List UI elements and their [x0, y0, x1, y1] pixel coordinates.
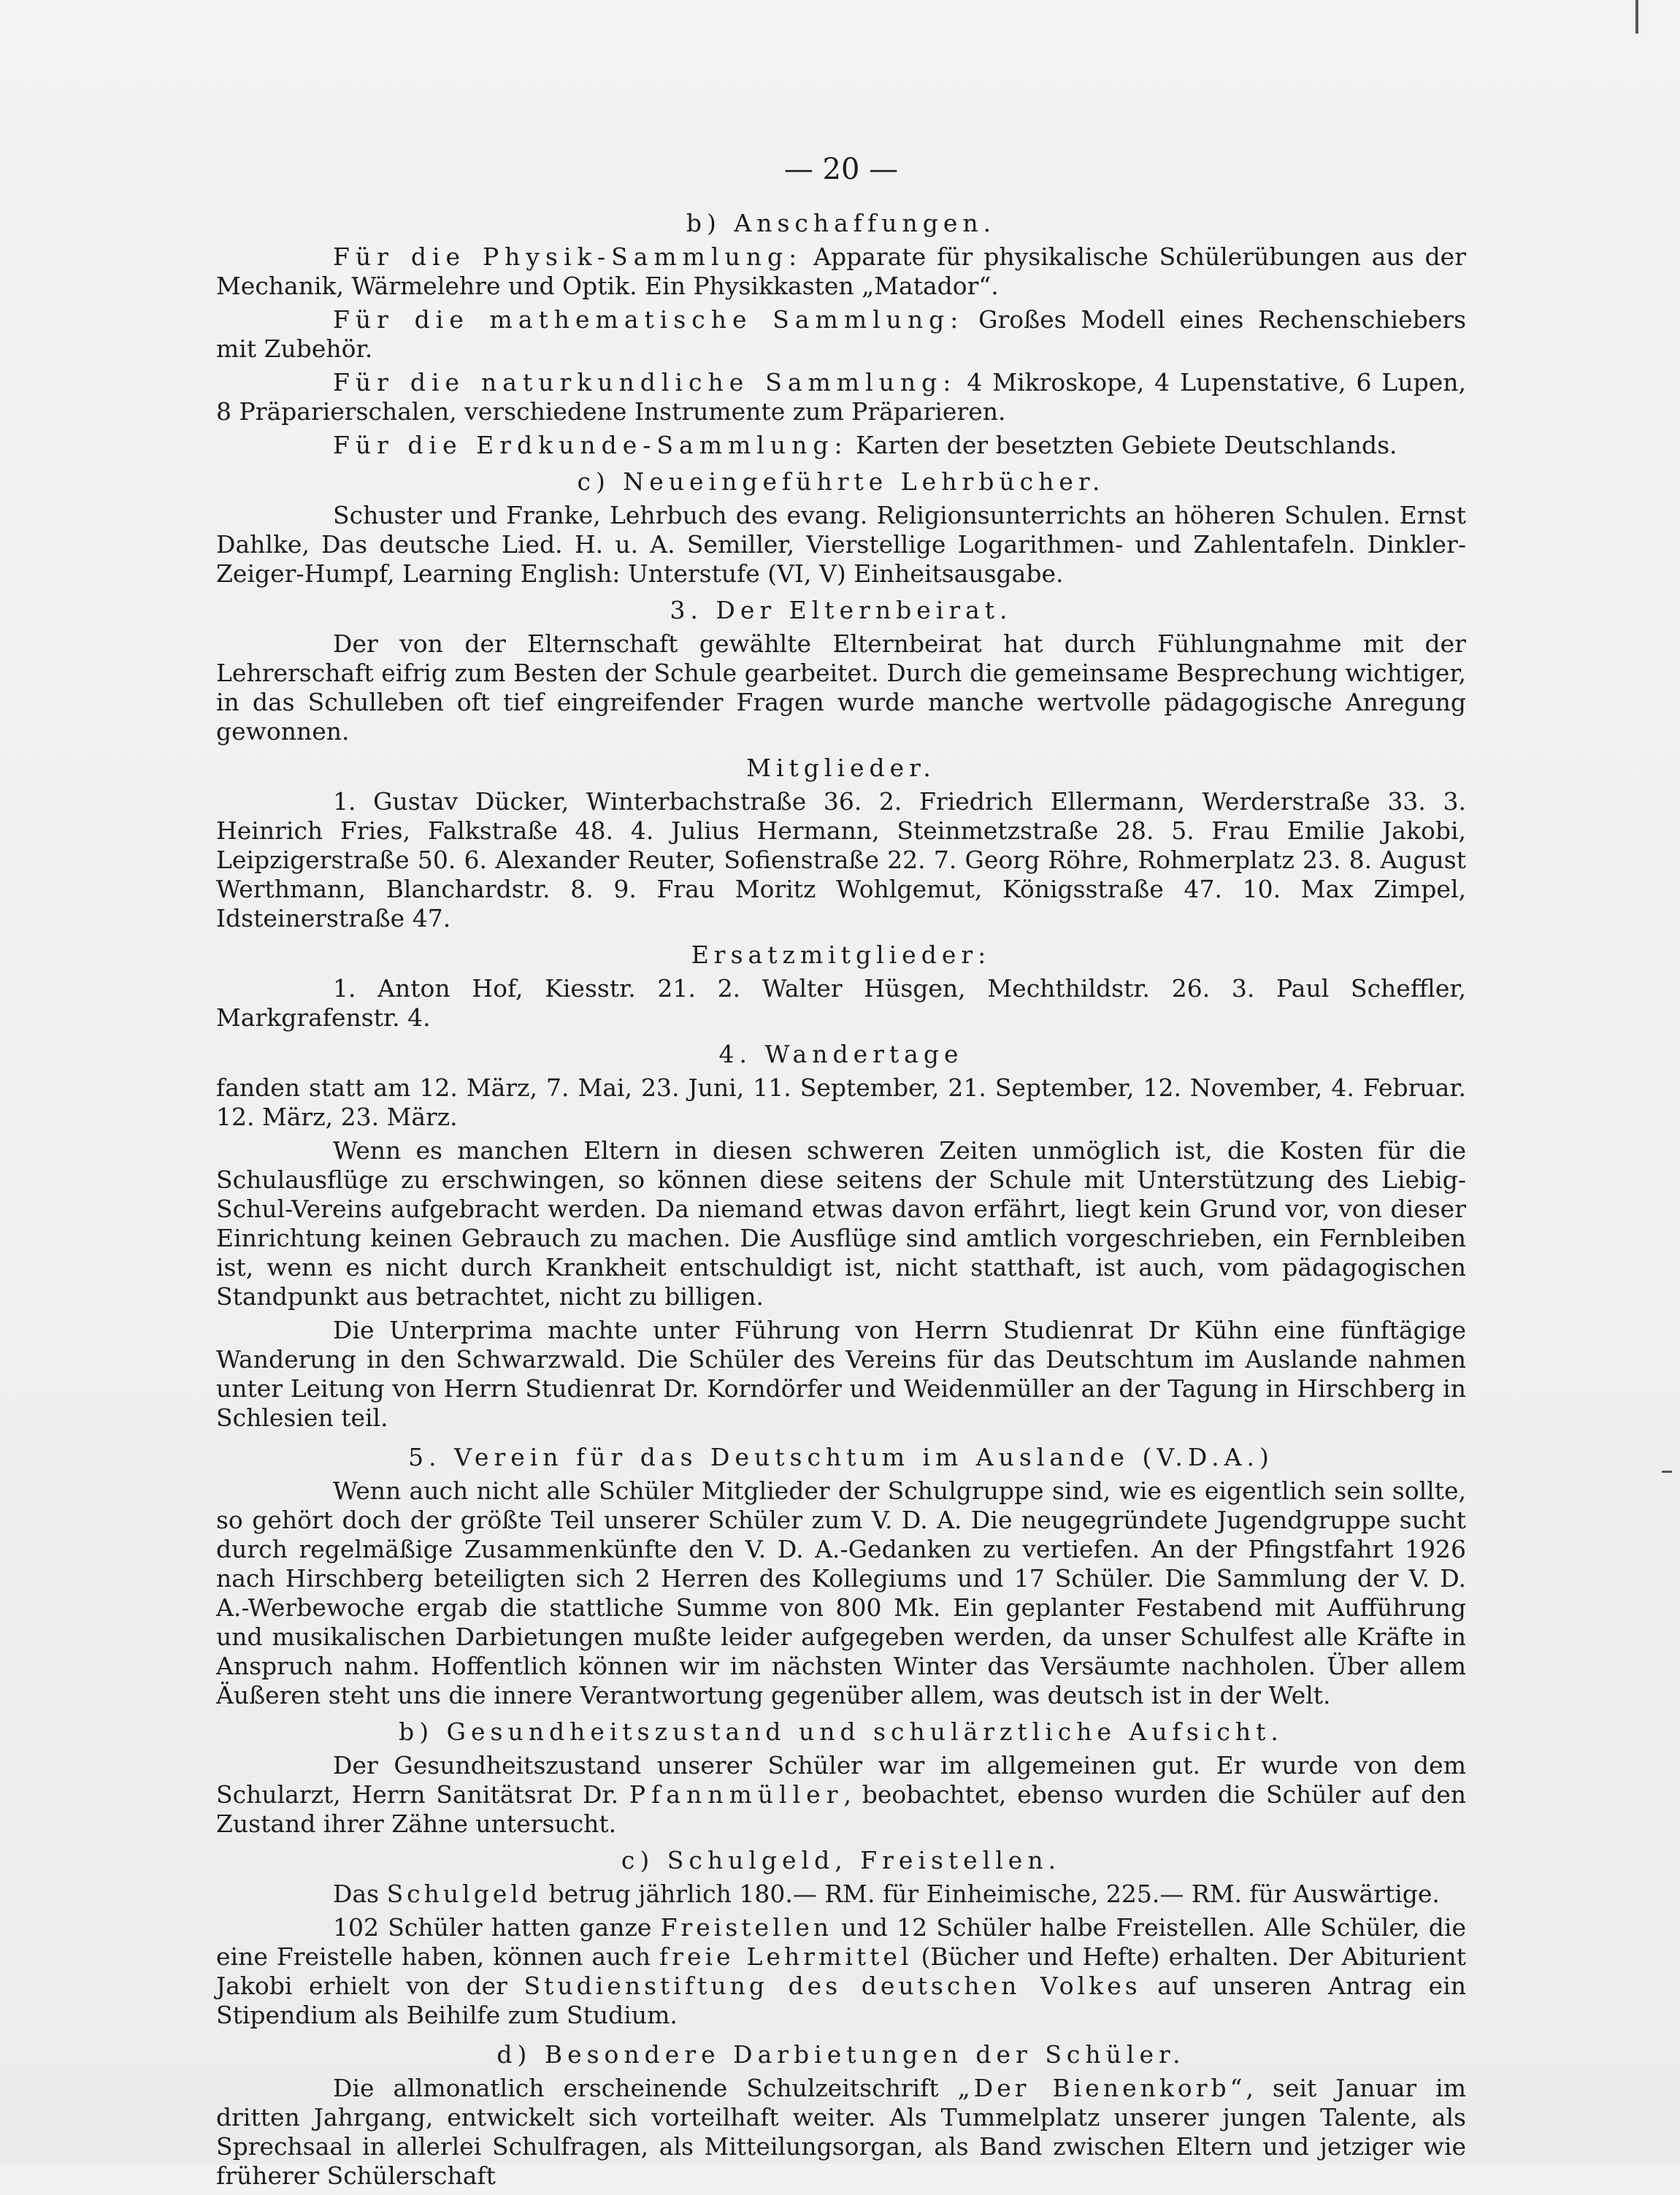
ersatz-paragraph: 1. Anton Hof, Kiesstr. 21. 2. Walter Hüsgen, Mechthildstr. 26. 3. Paul Scheffler, Markgrafenstr. 4. — [216, 974, 1466, 1032]
schulgeld-p1-b: betrug jährlich 180.— RM. für Einheimische, 225.— RM. für Auswärtige. — [541, 1880, 1440, 1908]
darbietungen-paragraph — [216, 2074, 1466, 2191]
heading-schulgeld: c) Schulgeld, Freistellen. — [621, 1846, 1062, 1874]
gesundheit-text-a: Der Gesundheitszustand unserer Schüler war im allgemeinen gut. Er wurde von dem Schularzt, Herrn Sanitätsrat Dr. — [216, 1751, 1466, 1809]
natur-label: Für die naturkundliche Sammlung: — [333, 368, 957, 397]
heading-lehrbuecher: c) Neueingeführte Lehrbücher. — [577, 467, 1105, 496]
erdkunde-paragraph — [216, 431, 1466, 460]
lehrbuecher-paragraph: Schuster und Franke, Lehrbuch des evang. Religionsunterrichts an höheren Schulen. Ernst Dahlke, Das deutsche Lied. H. u. A. Semiller, Vierstellige Logarithmen- und Zahlentafeln. Dinkler-Zeiger-Humpf, Learning English: Unterstufe (VI, V) Einheitsausgabe. — [216, 501, 1466, 588]
schulgeld-paragraph-1 — [216, 1880, 1466, 1909]
page-content — [216, 146, 1466, 2195]
gesundheit-text-b: , beobachtet, ebenso wurden die Schüler auf den Zustand ihrer Zähne untersucht. — [216, 1780, 1466, 1838]
schulgeld-p2-b: und 12 Schüler halbe Freistellen. Alle Schüler, die eine Freistelle haben, können auch — [216, 1913, 1466, 1971]
heading-elternbeirat: 3. Der Elternbeirat. — [670, 596, 1013, 624]
schulgeld-p2-a: 102 Schüler hatten ganze — [333, 1913, 661, 1942]
mathe-label: Für die mathematische Sammlung: — [333, 305, 964, 334]
heading-anschaffungen: b) Anschaffungen. — [686, 209, 997, 237]
studienstiftung-word: Studienstiftung des deutschen Volkes — [523, 1972, 1141, 2000]
gesundheit-paragraph — [216, 1751, 1466, 1839]
schulgeld-p2-c: (Bücher und Hefte) erhalten. Der Abiturient Jakobi erhielt von der — [216, 1942, 1467, 2000]
schularzt-name: Pfannmüller — [629, 1780, 844, 1809]
erdkunde-text: Karten der besetzten Gebiete Deutschlands. — [848, 431, 1397, 459]
physik-paragraph — [216, 242, 1466, 301]
erdkunde-label: Für die Erdkunde-Sammlung: — [333, 431, 848, 459]
schulgeld-word: Schulgeld — [386, 1880, 542, 1908]
bienenkorb-title: „Der Bienenkorb“ — [957, 2074, 1246, 2102]
heading-wandertage: 4. Wandertage — [718, 1040, 964, 1068]
elternbeirat-paragraph: Der von der Elternschaft gewählte Elternbeirat hat durch Fühlungnahme mit der Lehrerschaft eifrig zum Besten der Schule gearbeitet. Durch die gemeinsame Besprechung wichtiger, in das Schulleben oft tief eingreifender Fragen wurde manche wertvolle pädagogische Anregung gewonnen. — [216, 629, 1466, 746]
wandertage-paragraph-1: Wenn es manchen Eltern in diesen schweren Zeiten unmöglich ist, die Kosten für die Schulausflüge zu erschwingen, so können diese seitens der Schule mit Unterstützung des Liebig-Schul-Vereins aufgebracht werden. Da niemand etwas davon erfährt, liegt kein Grund vor, von dieser Einrichtung keinen Gebrauch zu machen. Die Ausflüge sind amtlich vorgeschrieben, ein Fernbleiben ist, wenn es nicht durch Krankheit entschuldigt ist, nicht statthaft, ist auch, vom pädagogischen Standpunkt aus betrachtet, nicht zu billigen. — [216, 1136, 1466, 1311]
edge-mark-right — [1662, 1471, 1672, 1473]
natur-paragraph — [216, 368, 1466, 426]
physik-label: Für die Physik-Sammlung: — [333, 242, 803, 271]
schulgeld-paragraph-2 — [216, 1913, 1466, 2030]
natur-text: 4 Mikroskope, 4 Lupenstative, 6 Lupen, 8 Präparierschalen, verschiedene Instrumente zum Präparieren. — [216, 368, 1466, 426]
mathe-text: Großes Modell eines Rechenschiebers mit Zubehör. — [216, 305, 1466, 363]
wandertage-paragraph-2: Die Unterprima machte unter Führung von Herrn Studienrat Dr Kühn eine fünftägige Wanderung in den Schwarzwald. Die Schüler des Vereins für das Deutschtum im Auslande nahmen unter Leitung von Herrn Studienrat Dr. Korndörfer und Weidenmüller an der Tagung in Hirschberg in Schlesien teil. — [216, 1316, 1466, 1432]
schulgeld-p2-d: auf unseren Antrag ein Stipendium als Beihilfe zum Studium. — [216, 1972, 1467, 2029]
page-number: — 20 — — [783, 153, 899, 186]
mitglieder-paragraph: 1. Gustav Dücker, Winterbachstraße 36. 2. Friedrich Ellermann, Werderstraße 33. 3. Heinrich Fries, Falkstraße 48. 4. Julius Hermann, Steinmetzstraße 28. 5. Frau Emilie Jakobi, Leipzigerstraße 50. 6. Alexander Reuter, Sofienstraße 22. 7. Georg Röhre, Rohmerplatz 23. 8. August Werthmann, Blanchardstr. 8. 9. Frau Moritz Wohlgemut, Königsstraße 47. 10. Max Zimpel, Idsteinerstraße 47. — [216, 787, 1466, 932]
darbietungen-text-a: Die allmonatlich erscheinende Schulzeitschrift — [333, 2074, 958, 2102]
heading-darbietungen: d) Besondere Darbietungen der Schüler. — [496, 2040, 1186, 2069]
schulgeld-p1-a: Das — [333, 1880, 387, 1908]
heading-gesundheit: b) Gesundheitszustand und schulärztliche Aufsicht. — [399, 1717, 1284, 1746]
heading-vda: 5. Verein für das Deutschtum im Auslande (V.D.A.) — [408, 1443, 1274, 1471]
mathe-paragraph — [216, 305, 1466, 364]
heading-mitglieder: Mitglieder. — [746, 754, 936, 782]
freistellen-word: Freistellen — [660, 1913, 832, 1942]
darbietungen-text-b: , seit Januar im dritten Jahrgang, entwickelt sich vorteilhaft weiter. Als Tummelplatz unserer jungen Talente, als Sprechsaal in allerlei Schulfragen, als Mitteilungsorgan, als Band zwischen Eltern und jetziger wie früherer Schülerschaft — [216, 2074, 1466, 2190]
heading-ersatzmitglieder: Ersatzmitglieder: — [691, 941, 991, 969]
edge-mark-top — [1635, 0, 1638, 34]
physik-text: Apparate für physikalische Schülerübungen aus der Mechanik, Wärmelehre und Optik. Ein Physikkasten „Matador“. — [216, 242, 1466, 300]
lehrmittel-word: freie Lehrmittel — [659, 1942, 913, 1971]
wandertage-dates: fanden statt am 12. März, 7. Mai, 23. Juni, 11. September, 21. September, 12. November, 4. Februar. 12. März, 23. März. — [216, 1073, 1466, 1131]
vda-paragraph: Wenn auch nicht alle Schüler Mitglieder der Schulgruppe sind, wie es eigentlich sein sollte, so gehört doch der größte Teil unserer Schüler zum V. D. A. Die neugegründete Jugendgruppe sucht durch regelmäßige Zusammenkünfte den V. D. A.-Gedanken zu vertiefen. An der Pfingstfahrt 1926 nach Hirschberg beteiligten sich 2 Herren des Kollegiums und 17 Schüler. Die Sammlung der V. D. A.-Werbewoche ergab die stattliche Summe von 800 Mk. Ein geplanter Festabend mit Aufführung und musikalischen Darbietungen mußte leider aufgegeben werden, da unser Schulfest alle Kräfte in Anspruch nahm. Hoffentlich können wir im nächsten Winter das Versäumte nachholen. Über allem Äußeren steht uns die innere Verantwortung gegenüber allem, was deutsch ist in der Welt. — [216, 1476, 1466, 1709]
